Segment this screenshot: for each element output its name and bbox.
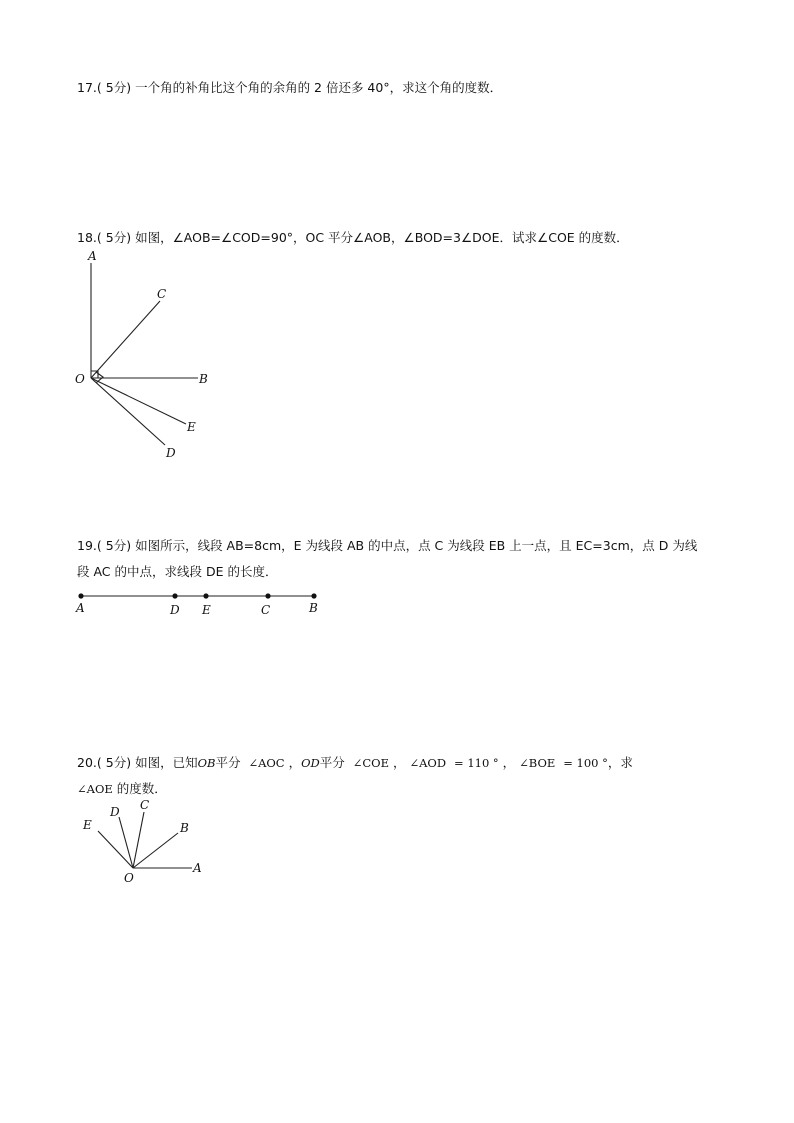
label-a: A — [76, 601, 85, 615]
ray-oe — [91, 378, 186, 424]
question-number: 20. — [77, 755, 97, 770]
question-line-1 — [77, 750, 717, 776]
point-d — [172, 593, 177, 598]
point-e — [203, 593, 208, 598]
label-e: E — [83, 818, 92, 832]
question-score: ( 5分) — [96, 755, 132, 770]
question-17 — [77, 75, 727, 101]
label-o: O — [124, 871, 134, 885]
math-angle-aoc: ∠AOC — [248, 756, 285, 770]
question-text: 段 AC 的中点，求线段 DE 的长度． — [77, 564, 278, 579]
label-a: A — [88, 249, 97, 263]
label-b: B — [309, 601, 318, 615]
point-b — [311, 593, 316, 598]
segment-diagram-q19 — [70, 585, 330, 625]
label-b: B — [180, 821, 189, 835]
ray-od — [91, 378, 165, 445]
label-o: O — [75, 372, 85, 386]
label-b: B — [199, 372, 208, 386]
label-c: C — [140, 798, 150, 812]
question-number: 19. — [77, 538, 97, 553]
label-a: A — [193, 861, 202, 875]
point-a — [78, 593, 83, 598]
label-e: E — [187, 420, 196, 434]
question-text: 平分 — [215, 755, 241, 770]
question-score: ( 5分) — [96, 80, 132, 95]
ray-ob — [133, 833, 178, 868]
question-number: 17. — [77, 80, 97, 95]
question-text: ，求 — [607, 755, 633, 770]
question-text: 一个角的补角比这个角的余角的 2 倍还多 40°，求这个角的度数． — [135, 80, 503, 95]
angle-diagram-q20 — [75, 795, 215, 890]
label-c: C — [261, 603, 271, 617]
question-score: ( 5分) — [96, 230, 132, 245]
point-c — [265, 593, 270, 598]
figure-q18 — [70, 248, 220, 463]
question-line-1 — [77, 533, 727, 559]
question-text: 平分 — [319, 755, 345, 770]
question-text: ， — [288, 755, 302, 770]
ray-oc — [133, 812, 144, 868]
label-e: E — [202, 603, 211, 617]
question-number: 18. — [77, 230, 97, 245]
question-19 — [77, 533, 727, 585]
question-text: ， — [502, 755, 516, 770]
label-c: C — [157, 287, 167, 301]
math-od: OD — [301, 756, 320, 770]
math-value-110: = 110 ° — [454, 756, 499, 770]
question-line-2 — [77, 559, 727, 585]
math-angle-aoe: ∠AOE — [77, 782, 113, 796]
figure-q20 — [75, 795, 215, 890]
angle-diagram-q18 — [70, 248, 220, 463]
question-text: 的度数． — [116, 781, 167, 796]
label-d: D — [170, 603, 180, 617]
math-angle-aod: ∠AOD — [409, 756, 447, 770]
question-text: 如图所示，线段 AB=8cm，E 为线段 AB 的中点，点 C 为线段 EB 上一点，且 EC=3cm，点 D 为线 — [135, 538, 698, 553]
question-score: ( 5分) — [96, 538, 132, 553]
math-angle-coe: ∠COE — [352, 756, 389, 770]
question-text: 如图，∠AOB=∠COD=90°，OC 平分∠AOB，∠BOD=3∠DOE．试求∠COE 的度数． — [135, 230, 629, 245]
math-value-100: = 100 ° — [563, 756, 608, 770]
label-d: D — [166, 446, 176, 460]
question-text: 如图，已知 — [135, 755, 198, 770]
math-angle-boe: ∠BOE — [519, 756, 556, 770]
ray-oc — [91, 301, 160, 378]
figure-q19 — [70, 585, 330, 625]
math-ob: OB — [197, 756, 216, 770]
label-d: D — [110, 805, 120, 819]
question-text: ， — [392, 755, 406, 770]
